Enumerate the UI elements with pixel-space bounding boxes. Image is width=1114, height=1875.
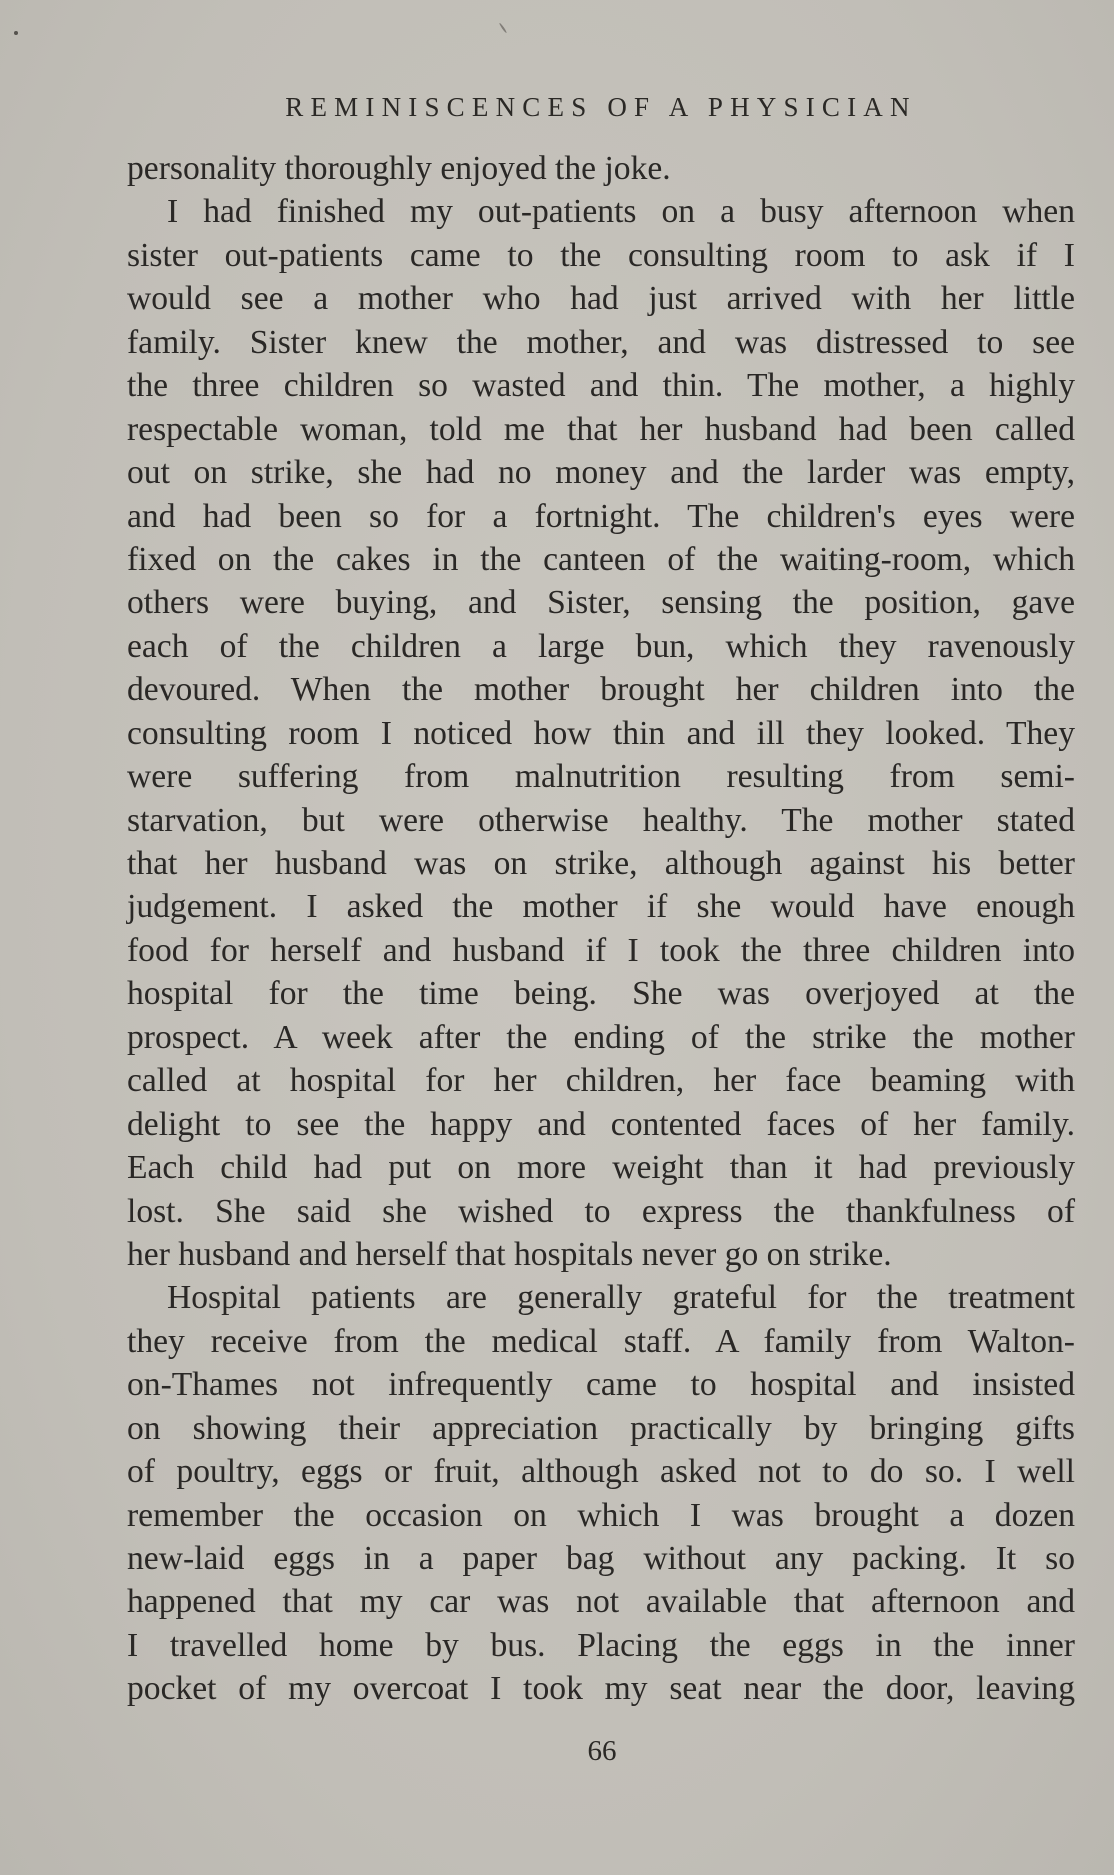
text-line: family. Sister knew the mother, and was distressed to see	[127, 323, 1075, 361]
text-line: would see a mother who had just arrived with her little	[127, 280, 1075, 318]
text-line: Each child had put on more weight than it had previously	[127, 1149, 1075, 1187]
text-line: others were buying, and Sister, sensing the position, gave	[127, 584, 1075, 622]
text-line: I had finished my out-patients on a busy afternoon when	[167, 193, 1075, 231]
text-line: each of the children a large bun, which they ravenously	[127, 627, 1075, 665]
text-line: fixed on the cakes in the canteen of the waiting-room, which	[127, 540, 1075, 578]
text-line: pocket of my overcoat I took my seat near the door, leaving	[127, 1670, 1075, 1708]
text-line: respectable woman, told me that her husband had been called	[127, 410, 1075, 448]
text-line: remember the occasion on which I was brought a dozen	[127, 1496, 1075, 1534]
text-line: lost. She said she wished to express the thankfulness of	[127, 1192, 1075, 1230]
text-line: on-Thames not infrequently came to hospital and insisted	[127, 1366, 1075, 1404]
text-line: delight to see the happy and contented faces of her family.	[127, 1105, 1075, 1143]
text-line: happened that my car was not available that afternoon and	[127, 1583, 1075, 1621]
text-line: of poultry, eggs or fruit, although asked not to do so. I well	[127, 1453, 1075, 1491]
text-line: sister out-patients came to the consulting room to ask if I	[127, 236, 1075, 274]
text-line: starvation, but were otherwise healthy. The mother stated	[127, 801, 1075, 839]
text-line: I travelled home by bus. Placing the eggs in the inner	[127, 1626, 1075, 1664]
text-line: called at hospital for her children, her face beaming with	[127, 1062, 1075, 1100]
text-line: that her husband was on strike, although against his better	[127, 845, 1075, 882]
text-line: Hospital patients are generally grateful for the treatment	[167, 1279, 1075, 1317]
body-text	[127, 147, 1075, 1711]
text-line: personality thoroughly enjoyed the joke.	[127, 150, 671, 187]
text-line: and had been so for a fortnight. The children's eyes were	[127, 497, 1075, 535]
running-head: REMINISCENCES OF A PHYSICIAN	[285, 92, 917, 122]
page-speck	[499, 23, 508, 34]
page-number: 66	[587, 1735, 617, 1767]
text-line: her husband and herself that hospitals never go on strike.	[127, 1235, 892, 1273]
text-line: were suffering from malnutrition resulting from semi-	[127, 758, 1075, 796]
page-speck	[14, 31, 18, 35]
text-line: the three children so wasted and thin. The mother, a highly	[127, 367, 1075, 405]
text-line: out on strike, she had no money and the larder was empty,	[127, 454, 1075, 492]
text-line: consulting room I noticed how thin and ill they looked. They	[127, 714, 1075, 752]
text-line: on showing their appreciation practically by bringing gifts	[127, 1409, 1075, 1447]
text-line: prospect. A week after the ending of the strike the mother	[127, 1018, 1075, 1056]
text-line: food for herself and husband if I took the three children into	[127, 931, 1075, 969]
text-line: new-laid eggs in a paper bag without any packing. It so	[127, 1540, 1075, 1577]
text-line: judgement. I asked the mother if she would have enough	[127, 888, 1075, 926]
text-line: hospital for the time being. She was overjoyed at the	[127, 975, 1075, 1013]
text-line: devoured. When the mother brought her children into the	[127, 671, 1075, 709]
text-line: they receive from the medical staff. A family from Walton-	[127, 1322, 1075, 1360]
